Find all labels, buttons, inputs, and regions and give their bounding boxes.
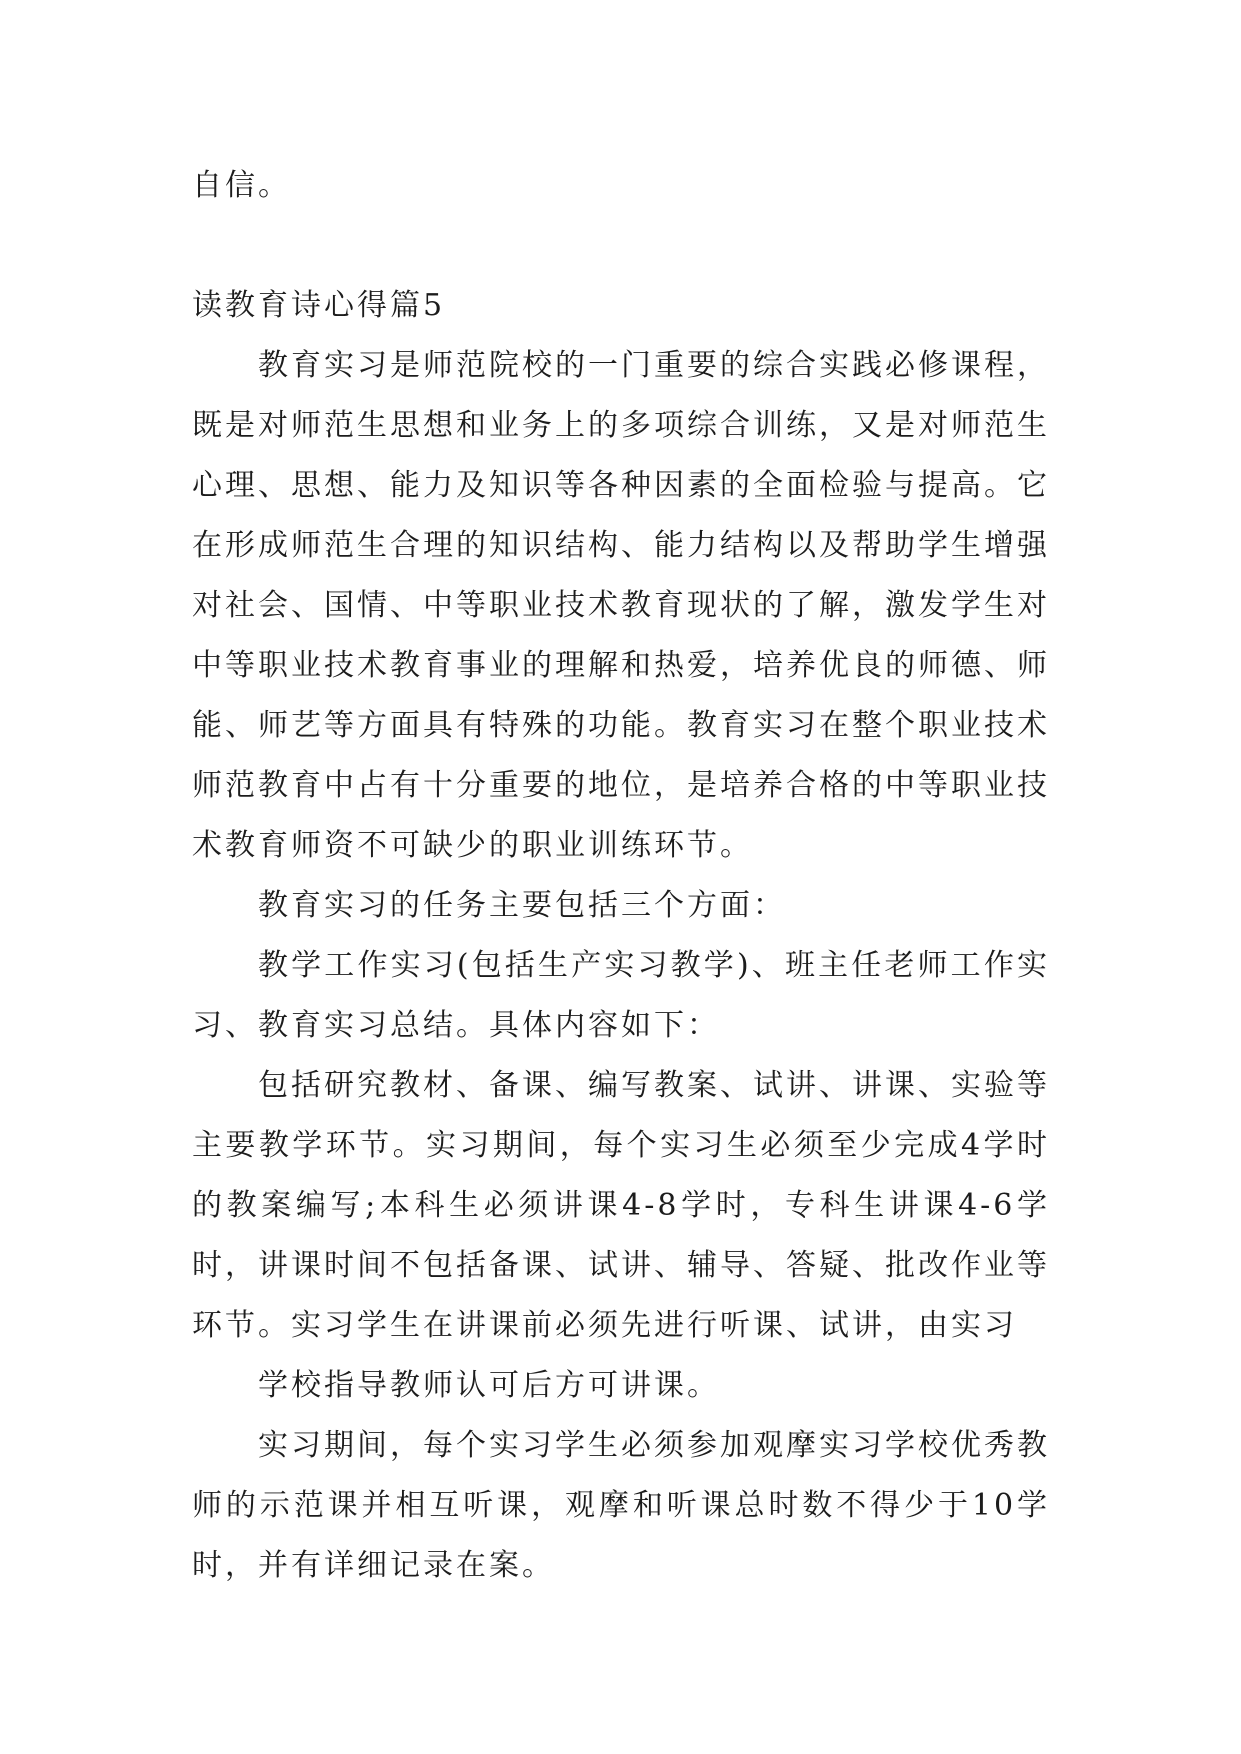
- paragraph-tasks-intro: 教育实习的任务主要包括三个方面：: [258, 888, 786, 923]
- document-body: [192, 156, 1050, 1596]
- paragraph-internship-overview: 教育实习是师范院校的一门重要的综合实践必修课程，既是对师范生思想和业务上的多项综合训练，又是对师范生心理、思想、能力及知识等各种因素的全面检验与提高。它在形成师范生合理的知识结构、能力结构以及帮助学生增强对社会、国情、中等职业技术教育现状的了解，激发学生对中等职业技术教育事业的理解和热爱，培养优良的师德、师能、师艺等方面具有特殊的功能。教育实习在整个职业技术师范教育中占有十分重要的地位，是培养合格的中等职业技术教育师资不可缺少的职业训练环节。: [192, 348, 1050, 863]
- paragraph-teaching-requirements: 包括研究教材、备课、编写教案、试讲、讲课、实验等主要教学环节。实习期间，每个实习生必须至少完成4学时的教案编写;本科生必须讲课4-8学时，专科生讲课4-6学时，讲课时间不包括备课、试讲、辅导、答疑、批改作业等环节。实习学生在讲课前必须先进行听课、试讲，由实习: [192, 1068, 1050, 1343]
- paragraph-observation-requirements: 实习期间，每个实习学生必须参加观摩实习学校优秀教师的示范课并相互听课，观摩和听课总时数不得少于10学时，并有详细记录在案。: [192, 1428, 1050, 1583]
- opening-fragment: 自信。: [192, 168, 291, 203]
- section-title: 读教育诗心得篇5: [192, 288, 446, 323]
- paragraph-teacher-approval: 学校指导教师认可后方可讲课。: [258, 1368, 720, 1403]
- paragraph-tasks-list: 教学工作实习(包括生产实习教学)、班主任老师工作实习、教育实习总结。具体内容如下：: [192, 948, 1050, 1043]
